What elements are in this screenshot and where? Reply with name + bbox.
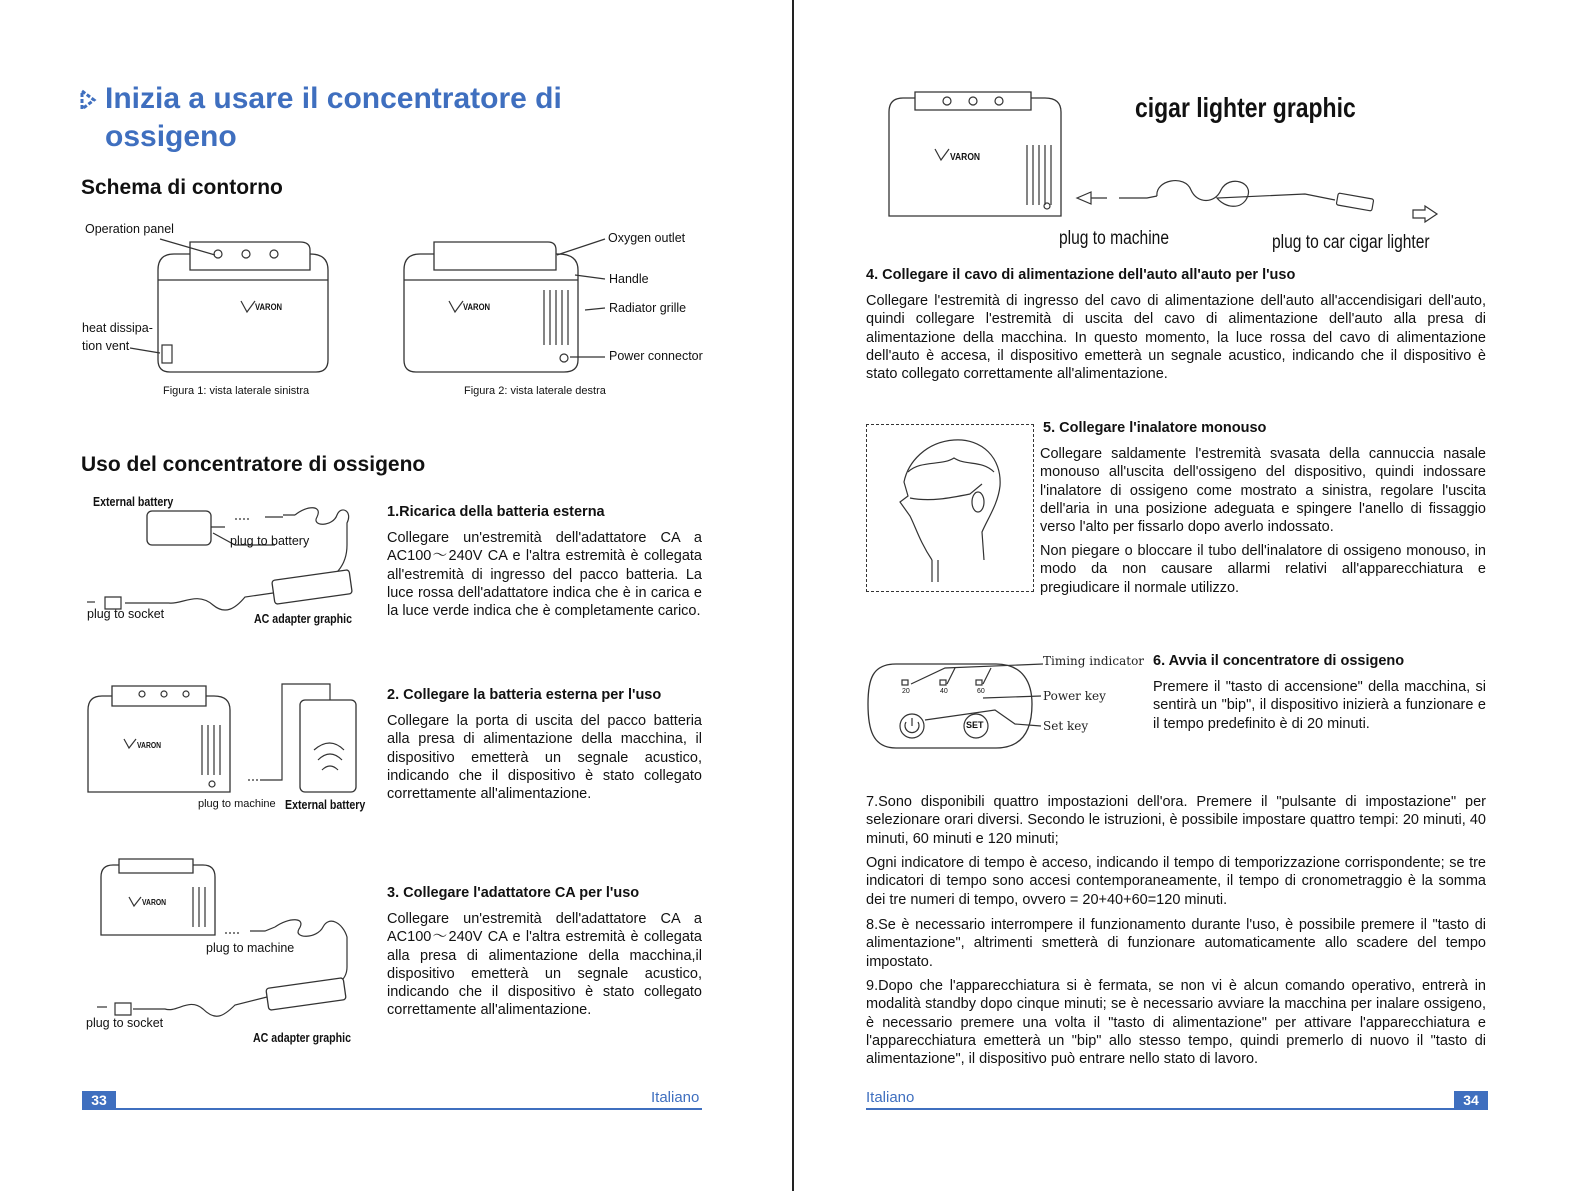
footer-rule bbox=[866, 1108, 1486, 1110]
step-4-heading: 4. Collegare il cavo di alimentazione dell'auto all'auto per l'uso bbox=[866, 267, 1296, 283]
step-7-text-2: Ogni indicatore di tempo è acceso, indicando il tempo di temporizzazione corrispondente; se tre indicatori di tempo sono accesi contemporaneamente, il tempo di cronometraggio è la somma dei tre numeri di tempo, ovvero = 20+40+60=120 minuti. bbox=[866, 855, 1486, 908]
varon-logo-icon bbox=[128, 896, 142, 908]
handle-label: Handle bbox=[609, 272, 649, 286]
figure-2-caption: Figura 2: vista laterale destra bbox=[464, 385, 606, 397]
plug-to-battery-label bbox=[230, 534, 309, 548]
step-1-heading: 1.Ricarica della batteria esterna bbox=[387, 504, 605, 520]
step-4-text: Collegare l'estremità di ingresso del cavo di alimentazione dell'auto all'accendisigari dell'auto, quindi collegare l'estremità di uscita del cavo di alimentazione dell'auto alla presa di alimentazione della macchina. In questo momento, la luce rossa del cavo di alimentazione dell'auto è accesa, il dispositivo emetterà un segnale acustico, indicando che il dispositivo è stato collegato correttamente all'alimentazione. bbox=[866, 293, 1486, 383]
varon-logo-icon bbox=[934, 148, 950, 162]
operation-panel-label: Operation panel bbox=[85, 222, 174, 236]
external-battery-label: External battery bbox=[285, 798, 366, 812]
page-title-line1: Inizia a usare il concentratore di bbox=[105, 82, 562, 115]
timer-20-label: 20 bbox=[902, 688, 910, 695]
ac-adapter-label: AC adapter graphic bbox=[254, 612, 353, 626]
step-9-text: 9.Dopo che l'apparecchiatura si è fermata, se non vi è alcun comando operativo, entrerà in modalità standby dopo cinque minuti; se è necessario avviare la macchina per inalare ossigeno, è necessario premere una volta il "tasto di alimentazione" per attivare l'apparecchiatura e l'apparecchiatura emetterà un "bip" allo stesso tempo, quindi premerlo di nuovo il "tasto di alimentazione", il dispositivo può entrare nello stato di lavoro. bbox=[866, 978, 1486, 1068]
page-number: 34 bbox=[1454, 1091, 1488, 1110]
power-connector-label: Power connector bbox=[609, 349, 703, 363]
leader-line bbox=[160, 237, 220, 257]
external-battery-label: External battery bbox=[93, 495, 174, 509]
plug-to-machine-label: plug to machine bbox=[198, 798, 276, 810]
brand-label: VARON bbox=[142, 898, 167, 907]
oxygen-outlet-label: Oxygen outlet bbox=[608, 231, 686, 245]
leader-lines bbox=[555, 235, 610, 365]
step-5-text-1: Collegare saldamente l'estremità svasata della cannuccia nasale monouso all'uscita dell'ossigeno del dispositivo, quindi indossare l'inalatore di ossigeno come mostrato a sinistra, regolare l'uscita dell'aria in una posizione adeguata e spingere l'anello di fissaggio verso l'alto per fissarlo dopo averlo indossato. bbox=[1040, 446, 1486, 536]
radiator-grille-label: Radiator grille bbox=[609, 301, 687, 315]
timer-40-label: 40 bbox=[940, 688, 948, 695]
ac-adapter-label: AC adapter graphic bbox=[253, 1031, 352, 1045]
brand-label: VARON bbox=[255, 302, 283, 312]
brand-label: VARON bbox=[463, 302, 491, 312]
varon-logo-icon bbox=[240, 300, 256, 314]
plug-to-car-label: plug to car cigar lighter bbox=[1272, 232, 1430, 253]
step-3-text: Collegare un'estremità dell'adattatore CA a AC100〜240V CA e l'altra estremità è collegata alla presa di alimentazione della macchina,il dispositivo emetterà un segnale acustico, indicando che il dispositivo è stato collegato correttamente all'alimentazione. bbox=[387, 911, 702, 1019]
step-3-heading: 3. Collegare l'adattatore CA per l'uso bbox=[387, 885, 640, 901]
step-7-text-1: 7.Sono disponibili quattro impostazioni dell'ora. Premere il "pulsante di impostazione" per selezionare orari diversi. Secondo le istruzioni, è possibile impostare quattro tempi: 20 minuti, 40 minuti, 60 minuti e 120 minuti; bbox=[866, 794, 1486, 847]
plug-to-machine-label: plug to machine bbox=[1059, 228, 1170, 249]
page-number: 33 bbox=[82, 1091, 116, 1110]
plug-to-socket-label: plug to socket bbox=[87, 607, 165, 621]
title-arrow-icon bbox=[80, 88, 98, 112]
varon-logo-icon bbox=[123, 738, 137, 750]
plug-to-battery-text: plug to battery bbox=[230, 534, 310, 548]
heat-vent-label-1: heat dissipa- bbox=[82, 321, 153, 335]
usage-heading: Uso del concentratore di ossigeno bbox=[81, 453, 426, 476]
footer-language: Italiano bbox=[651, 1089, 700, 1106]
varon-logo-icon bbox=[448, 300, 464, 314]
page-title bbox=[105, 80, 665, 156]
brand-label: VARON bbox=[137, 741, 162, 750]
set-key-button-label: SET bbox=[966, 720, 984, 730]
step-8-text: 8.Se è necessario interrompere il funzionamento durante l'uso, è possibile premere il "tasto di alimentazione", altrimenti smetterà di funzionare automaticamente allo scadere del tempo impostato. bbox=[866, 917, 1486, 970]
brand-label: VARON bbox=[950, 152, 981, 163]
plug-to-socket-label: plug to socket bbox=[86, 1016, 164, 1030]
cigar-lighter-graphic-title: cigar lighter graphic bbox=[1135, 92, 1356, 123]
step-5-heading: 5. Collegare l'inalatore monouso bbox=[1043, 420, 1267, 436]
figure-1-caption: Figura 1: vista laterale sinistra bbox=[163, 385, 310, 397]
outline-heading: Schema di contorno bbox=[81, 176, 283, 199]
page-divider bbox=[792, 0, 794, 1191]
step-5-text-2: Non piegare o bloccare il tubo dell'inalatore di ossigeno monouso, in modo da non causare allarmi relativi all'apparecchiatura e pregiudicare il normale utilizzo. bbox=[1040, 543, 1486, 596]
power-key-label: Power key bbox=[1043, 689, 1106, 703]
footer-language: Italiano bbox=[866, 1089, 915, 1106]
plug-to-machine-label: plug to machine bbox=[206, 941, 295, 955]
head-with-cannula-illustration bbox=[890, 432, 1010, 582]
step-6-heading: 6. Avvia il concentratore di ossigeno bbox=[1153, 653, 1405, 669]
heat-vent-label-2: tion vent bbox=[82, 339, 130, 353]
step-1-text: Collegare un'estremità dell'adattatore CA a AC100〜240V CA e l'altra estremità è collegata all'estremità di ingresso del pacco batteria. La luce rossa dell'adattatore indica che è in carica e la luce verde indica che è completamente carico. bbox=[387, 530, 702, 620]
set-key-label: Set key bbox=[1043, 719, 1089, 733]
timing-indicator-label: Timing indicator bbox=[1043, 654, 1145, 668]
step-6-text: Premere il "tasto di accensione" della macchina, si sentirà un "bip", il dispositivo inizierà a funzionare e il tempo predefinito è di 20 minuti. bbox=[1153, 679, 1486, 732]
step-2-heading: 2. Collegare la batteria esterna per l'uso bbox=[387, 687, 662, 703]
control-panel-leader-lines bbox=[905, 660, 1045, 732]
leader-line bbox=[130, 345, 165, 357]
step-2-text: Collegare la porta di uscita del pacco batteria alla presa di alimentazione della macchina, il dispositivo emetterà un segnale acustico, indicando che il dispositivo è stato collegato correttamente all'alimentazione. bbox=[387, 713, 702, 803]
page-title-line2: ossigeno bbox=[105, 120, 237, 153]
timer-60-label: 60 bbox=[977, 688, 985, 695]
footer-rule bbox=[82, 1108, 702, 1110]
